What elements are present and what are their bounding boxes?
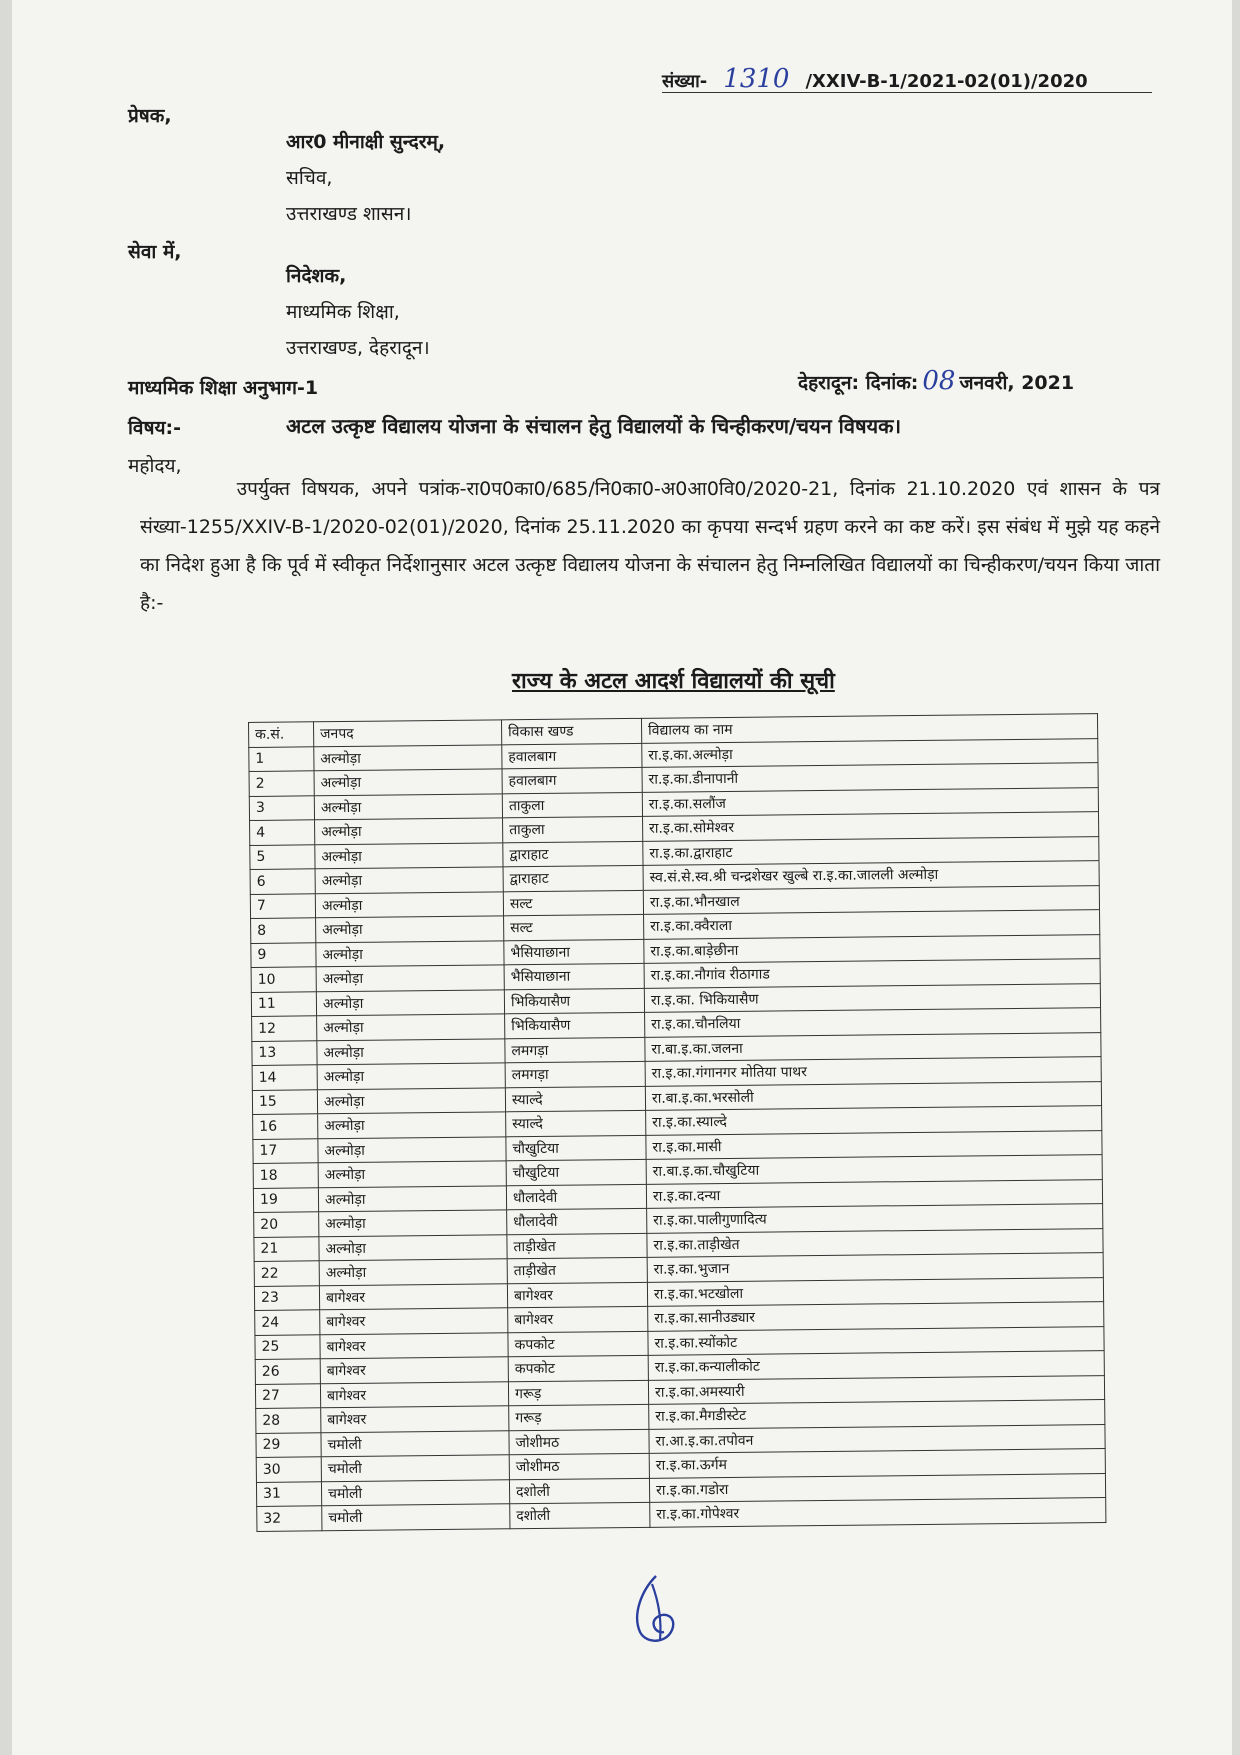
cell-serial: 14 [252, 1065, 317, 1090]
body-paragraph [140, 470, 1160, 622]
cell-serial: 16 [253, 1114, 318, 1139]
cell-block: चौखुटिया [506, 1135, 646, 1161]
cell-school-name: रा.इ.का.क्वैराला [644, 910, 1100, 939]
cell-block: ताकुला [503, 816, 643, 842]
cell-school-name: रा.इ.का.डीनापानी [642, 763, 1098, 792]
cell-serial: 7 [250, 893, 315, 918]
cell-block: सल्ट [503, 890, 643, 916]
cell-block: धौलादेवी [506, 1184, 646, 1210]
cell-serial: 6 [250, 869, 315, 894]
cell-block: भिकियासैण [505, 1012, 645, 1038]
cell-block: भैसियाछाना [504, 939, 644, 965]
header-serial: क.सं. [249, 722, 314, 747]
cell-district: अल्मोड़ा [317, 1087, 505, 1113]
cell-block: ताड़ीखेत [507, 1233, 647, 1259]
cell-serial: 15 [252, 1089, 317, 1114]
cell-district: अल्मोड़ा [318, 1161, 506, 1187]
cell-block: दशोली [509, 1478, 649, 1504]
cell-serial: 25 [255, 1334, 320, 1359]
cell-school-name: रा.इ.का.दन्या [646, 1179, 1102, 1208]
cell-district: अल्मोड़ा [317, 1014, 505, 1040]
cell-school-name: रा.इ.का.द्वाराहाट [643, 836, 1099, 865]
cell-block: स्याल्दे [506, 1110, 646, 1136]
cell-school-name: रा.इ.का.अमस्यारी [648, 1375, 1104, 1404]
cell-school-name: रा.इ.का.स्योंकोट [648, 1326, 1104, 1355]
cell-school-name: रा.इ.का.गोपेश्वर [650, 1498, 1106, 1527]
cell-district: अल्मोड़ा [318, 1136, 506, 1162]
cell-serial: 29 [256, 1432, 321, 1457]
cell-school-name: रा.आ.इ.का.तपोवन [649, 1424, 1105, 1453]
cell-school-name: रा.इ.का.कन्यालीकोट [648, 1351, 1104, 1380]
body-text: विषयक, अपने पत्रांक-रा0प0का0/685/नि0का0-अ0आ0वि0/2020-21, दिनांक 21.10.2020 एवं शासन के पत्र संख्या-1255/XXIV-B-1/2020-02(01)/2020, दिनांक 25.11.2020 का कृपया सन्दर्भ ग्रहण करने का कष्ट करें। इस संबंध में मुझे यह कहने का निदेश हुआ है कि पूर्व में स्वीकृत निर्देशानुसार अटल उत्कृष्ट विद्यालय योजना के संचालन हेतु निम्नलिखित विद्यालयों का चिन्हीकरण/चयन किया जाता है:- [140, 478, 1160, 614]
cell-district: चमोली [322, 1504, 510, 1530]
cell-district: बागेश्वर [319, 1283, 507, 1309]
ref-handwritten-number: 1310 [723, 64, 790, 94]
cell-serial: 31 [256, 1481, 321, 1506]
cell-block: सल्ट [504, 914, 644, 940]
cell-block: बागेश्वर [507, 1282, 647, 1308]
cell-district: अल्मोड़ा [314, 793, 502, 819]
ref-label: संख्या- [662, 71, 708, 92]
subject-label: विषय:- [128, 417, 181, 439]
recipient-block [286, 258, 430, 366]
cell-school-name: रा.बा.इ.का.जलना [645, 1032, 1101, 1061]
cell-block: स्याल्दे [505, 1086, 645, 1112]
cell-block: लमगड़ा [505, 1037, 645, 1063]
cell-school-name: रा.इ.का.सोमेश्वर [643, 812, 1099, 841]
section-name: माध्यमिक शिक्षा अनुभाग-1 [128, 377, 319, 399]
cell-serial: 5 [250, 844, 315, 869]
sender-office: उत्तराखण्ड शासन। [286, 203, 412, 225]
cell-school-name: रा.इ.का.भुजान [647, 1253, 1103, 1282]
cell-district: अल्मोड़ा [315, 818, 503, 844]
cell-school-name: रा.इ.का.सलौंज [642, 787, 1098, 816]
schools-table [248, 713, 1106, 1531]
cell-serial: 30 [256, 1457, 321, 1482]
cell-block: जोशीमठ [509, 1453, 649, 1479]
sender-name: आर0 मीनाक्षी सुन्दरम्, [286, 131, 446, 153]
cell-district: अल्मोड़ा [315, 891, 503, 917]
recipient-label: सेवा में, [128, 241, 182, 263]
cell-school-name: रा.इ.का.अल्मोड़ा [642, 738, 1098, 767]
cell-school-name: रा.इ.का.चौनलिया [645, 1008, 1101, 1037]
cell-block: भैसियाछाना [504, 963, 644, 989]
salutation: महोदय, [128, 455, 182, 477]
cell-district: चमोली [321, 1455, 509, 1481]
cell-district: चमोली [321, 1430, 509, 1456]
cell-school-name: रा.इ.का.भौनखाल [643, 885, 1099, 914]
cell-block: कपकोट [508, 1355, 648, 1381]
cell-block: बागेश्वर [508, 1306, 648, 1332]
cell-district: अल्मोड़ा [316, 965, 504, 991]
cell-school-name: रा.इ.का.सानीउड्यार [648, 1302, 1104, 1331]
cell-serial: 27 [255, 1383, 320, 1408]
cell-school-name: रा.इ.का.भटखोला [647, 1277, 1103, 1306]
cell-block: हवालबाग [502, 743, 642, 769]
cell-school-name: रा.इ.का.बाड़ेछीना [644, 934, 1100, 963]
cell-school-name: रा.इ.का.ताड़ीखेत [647, 1228, 1103, 1257]
cell-school-name: रा.इ.का.ऊर्गम [649, 1449, 1105, 1478]
cell-district: अल्मोड़ा [319, 1210, 507, 1236]
cell-serial: 23 [254, 1285, 319, 1310]
cell-school-name: रा.इ.का.गडोरा [649, 1473, 1105, 1502]
signature-initial [622, 1570, 692, 1650]
cell-serial: 26 [255, 1359, 320, 1384]
cell-district: बागेश्वर [320, 1332, 508, 1358]
cell-serial: 24 [255, 1310, 320, 1335]
cell-district: अल्मोड़ा [319, 1259, 507, 1285]
cell-school-name: स्व.सं.से.स्व.श्री चन्द्रशेखर खुल्बे रा.इ.का.जालली अल्मोड़ा [643, 861, 1099, 890]
date-month-year: जनवरी, 2021 [959, 372, 1075, 394]
cell-serial: 8 [251, 918, 316, 943]
cell-district: अल्मोड़ा [314, 769, 502, 795]
ref-suffix: /XXIV-B-1/2021-02(01)/2020 [805, 71, 1088, 92]
cell-serial: 28 [256, 1408, 321, 1433]
recipient-location: उत्तराखण्ड, देहरादून। [286, 337, 430, 359]
header-district: जनपद [314, 720, 502, 746]
cell-block: धौलादेवी [507, 1208, 647, 1234]
cell-school-name: रा.इ.का.गंगानगर मोतिया पाथर [645, 1057, 1101, 1086]
cell-serial: 2 [249, 771, 314, 796]
cell-district: अल्मोड़ा [318, 1185, 506, 1211]
cell-school-name: रा.इ.का.मासी [646, 1130, 1102, 1159]
cell-district: अल्मोड़ा [316, 989, 504, 1015]
cell-school-name: रा.बा.इ.का.चौखुटिया [646, 1155, 1102, 1184]
cell-serial: 9 [251, 942, 316, 967]
cell-district: बागेश्वर [320, 1308, 508, 1334]
recipient-dept: माध्यमिक शिक्षा, [286, 301, 400, 323]
cell-school-name: रा.बा.इ.का.भरसोली [645, 1081, 1101, 1110]
cell-serial: 17 [253, 1138, 318, 1163]
sender-block [286, 124, 445, 232]
cell-district: अल्मोड़ा [318, 1112, 506, 1138]
cell-block: ताकुला [502, 792, 642, 818]
cell-school-name: रा.इ.का.नौगांव रीठागाड [644, 959, 1100, 988]
list-title: राज्य के अटल आदर्श विद्यालयों की सूची [512, 669, 835, 694]
cell-serial: 12 [252, 1016, 317, 1041]
cell-district: अल्मोड़ा [316, 916, 504, 942]
cell-serial: 18 [253, 1163, 318, 1188]
cell-district: अल्मोड़ा [316, 940, 504, 966]
date-prefix: देहरादून: दिनांक: [798, 372, 919, 394]
cell-serial: 13 [252, 1040, 317, 1065]
document-page [12, 0, 1232, 1755]
cell-district: अल्मोड़ा [317, 1063, 505, 1089]
cell-serial: 21 [254, 1236, 319, 1261]
letter-date [798, 366, 1074, 396]
cell-district: अल्मोड़ा [315, 842, 503, 868]
cell-school-name: रा.इ.का.मैगडीस्टेट [649, 1400, 1105, 1429]
cell-serial: 22 [254, 1261, 319, 1286]
cell-block: ताड़ीखेत [507, 1257, 647, 1283]
cell-school-name: रा.इ.का.स्याल्दे [646, 1106, 1102, 1135]
cell-block: चौखुटिया [506, 1159, 646, 1185]
cell-serial: 1 [249, 746, 314, 771]
sender-label: प्रेषक, [128, 105, 172, 127]
cell-serial: 10 [251, 967, 316, 992]
cell-school-name: रा.इ.का. भिकियासैण [644, 983, 1100, 1012]
subject-text: अटल उत्कृष्ट विद्यालय योजना के संचालन हेतु विद्यालयों के चिन्हीकरण/चयन विषयक। [286, 414, 902, 438]
cell-block: द्वाराहाट [503, 865, 643, 891]
cell-serial: 19 [253, 1187, 318, 1212]
date-day: 08 [922, 366, 956, 396]
header-block: विकास खण्ड [501, 718, 641, 744]
ref-underline [662, 92, 1152, 93]
cell-block: गरूड़ [508, 1380, 648, 1406]
cell-block: जोशीमठ [509, 1429, 649, 1455]
cell-district: अल्मोड़ा [319, 1234, 507, 1260]
header-school-name: विद्यालय का नाम [641, 714, 1097, 743]
cell-serial: 4 [250, 820, 315, 845]
cell-block: द्वाराहाट [503, 841, 643, 867]
cell-district: बागेश्वर [321, 1406, 509, 1432]
reference-number [662, 64, 1088, 94]
cell-district: अल्मोड़ा [314, 744, 502, 770]
cell-block: हवालबाग [502, 767, 642, 793]
body-first-word: उपर्युक्त [236, 478, 290, 500]
cell-block: दशोली [510, 1502, 650, 1528]
cell-block: कपकोट [508, 1331, 648, 1357]
cell-serial: 11 [251, 991, 316, 1016]
cell-district: चमोली [321, 1479, 509, 1505]
cell-serial: 3 [249, 795, 314, 820]
cell-serial: 32 [257, 1506, 322, 1531]
cell-serial: 20 [254, 1212, 319, 1237]
cell-district: बागेश्वर [320, 1357, 508, 1383]
cell-district: बागेश्वर [320, 1381, 508, 1407]
cell-block: गरूड़ [509, 1404, 649, 1430]
cell-district: अल्मोड़ा [317, 1038, 505, 1064]
cell-district: अल्मोड़ा [315, 867, 503, 893]
cell-block: भिकियासैण [504, 988, 644, 1014]
recipient-title: निदेशक, [286, 265, 347, 287]
table-body [249, 738, 1106, 1531]
cell-block: लमगड़ा [505, 1061, 645, 1087]
cell-school-name: रा.इ.का.पालीगुणादित्य [647, 1204, 1103, 1233]
sender-designation: सचिव, [286, 167, 333, 189]
